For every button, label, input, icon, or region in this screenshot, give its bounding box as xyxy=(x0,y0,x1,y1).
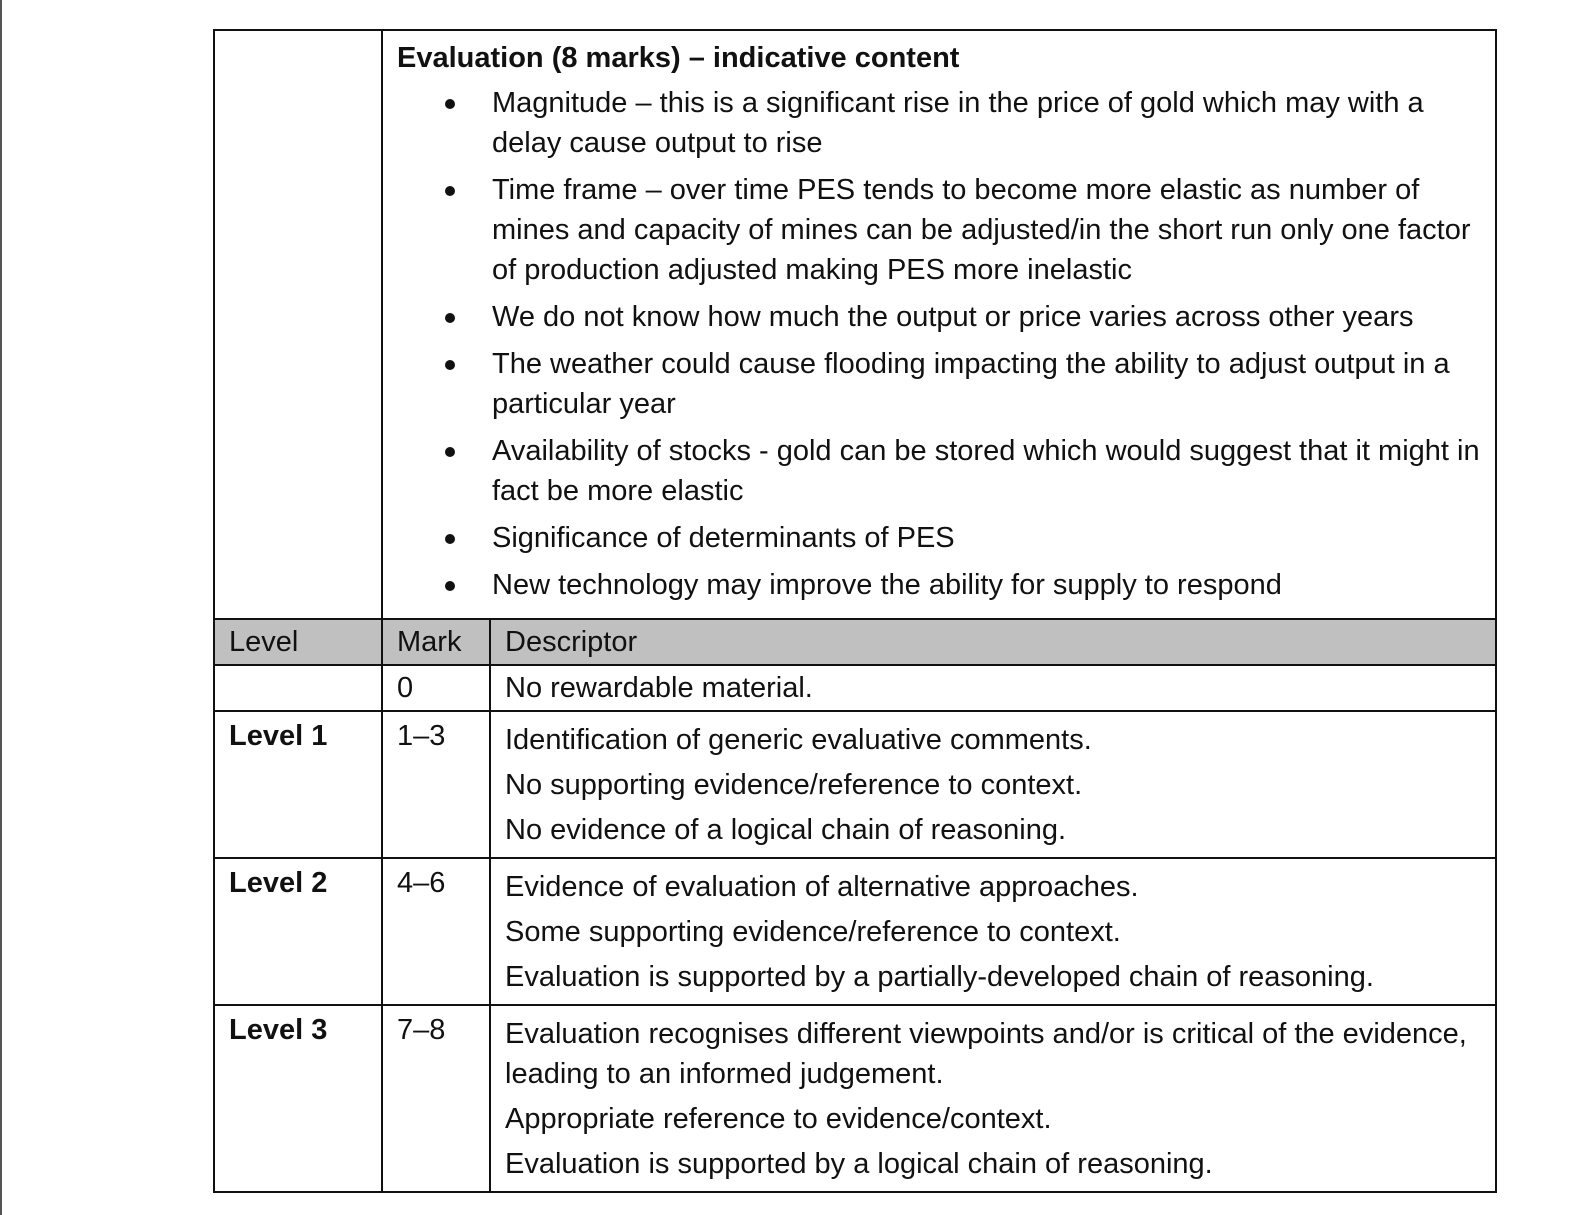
header-mark: Mark xyxy=(382,619,490,665)
bullet-text: Time frame – over time PES tends to become more elastic as number of mines and capacity of mines can be adjusted/in the short run only one factor of production adjusted making PES more inelastic xyxy=(492,174,1471,286)
level-cell xyxy=(214,665,382,711)
descriptor-line: Appropriate reference to evidence/context. xyxy=(505,1103,1052,1135)
descriptor-cell xyxy=(490,1005,1496,1192)
indicative-bullet xyxy=(397,431,1481,511)
indicative-bullet xyxy=(397,170,1481,290)
evaluation-title: Evaluation (8 marks) – indicative content xyxy=(397,42,960,74)
descriptor-cell xyxy=(490,711,1496,858)
mark-cell: 0 xyxy=(382,665,490,711)
descriptor-line: No rewardable material. xyxy=(505,672,813,704)
level-cell: Level 2 xyxy=(214,858,382,1005)
descriptor-line: Identification of generic evaluative comments. xyxy=(505,724,1092,756)
bullet-dot-icon xyxy=(445,313,455,323)
bullet-dot-icon xyxy=(445,581,455,591)
bullet-dot-icon xyxy=(445,186,455,196)
indicative-content-list xyxy=(397,83,1481,605)
indicative-bullet xyxy=(397,344,1481,424)
bullet-dot-icon xyxy=(445,534,455,544)
descriptor-cell xyxy=(490,665,1496,711)
bullet-dot-icon xyxy=(445,99,455,109)
table-row xyxy=(214,711,1496,858)
bullet-text: The weather could cause flooding impacting the ability to adjust output in a particular year xyxy=(492,348,1450,420)
indicative-bullet xyxy=(397,565,1481,605)
table-row xyxy=(214,1005,1496,1192)
evaluation-row xyxy=(214,30,1496,619)
header-descriptor: Descriptor xyxy=(490,619,1496,665)
evaluation-content-cell xyxy=(382,30,1496,619)
bullet-text: Magnitude – this is a significant rise in the price of gold which may with a delay cause output to rise xyxy=(492,87,1424,159)
indicative-bullet xyxy=(397,518,1481,558)
table-row xyxy=(214,665,1496,711)
mark-scheme-table xyxy=(213,29,1497,1193)
bullet-text: We do not know how much the output or price varies across other years xyxy=(492,301,1414,333)
descriptor-line: No evidence of a logical chain of reasoning. xyxy=(505,814,1067,846)
mark-cell: 7–8 xyxy=(382,1005,490,1192)
descriptor-line: No supporting evidence/reference to context. xyxy=(505,769,1083,801)
table-header-row xyxy=(214,619,1496,665)
descriptor-line: Evaluation is supported by a logical chain of reasoning. xyxy=(505,1148,1213,1180)
mark-cell: 1–3 xyxy=(382,711,490,858)
page-edge-line xyxy=(0,0,2,1215)
descriptor-cell xyxy=(490,858,1496,1005)
table-row xyxy=(214,858,1496,1005)
bullet-text: New technology may improve the ability for supply to respond xyxy=(492,569,1282,601)
bullet-dot-icon xyxy=(445,447,455,457)
mark-cell: 4–6 xyxy=(382,858,490,1005)
level-cell: Level 1 xyxy=(214,711,382,858)
header-level: Level xyxy=(214,619,382,665)
bullet-text: Availability of stocks - gold can be stored which would suggest that it might in fact be more elastic xyxy=(492,435,1480,507)
evaluation-blank-cell xyxy=(214,30,382,619)
level-cell: Level 3 xyxy=(214,1005,382,1192)
indicative-bullet xyxy=(397,83,1481,163)
descriptor-line: Evaluation recognises different viewpoints and/or is critical of the evidence, leading to an informed judgement. xyxy=(505,1018,1467,1090)
descriptor-line: Evidence of evaluation of alternative approaches. xyxy=(505,871,1139,903)
descriptor-line: Evaluation is supported by a partially-developed chain of reasoning. xyxy=(505,961,1374,993)
bullet-text: Significance of determinants of PES xyxy=(492,522,955,554)
indicative-bullet xyxy=(397,297,1481,337)
descriptor-line: Some supporting evidence/reference to context. xyxy=(505,916,1121,948)
bullet-dot-icon xyxy=(445,360,455,370)
